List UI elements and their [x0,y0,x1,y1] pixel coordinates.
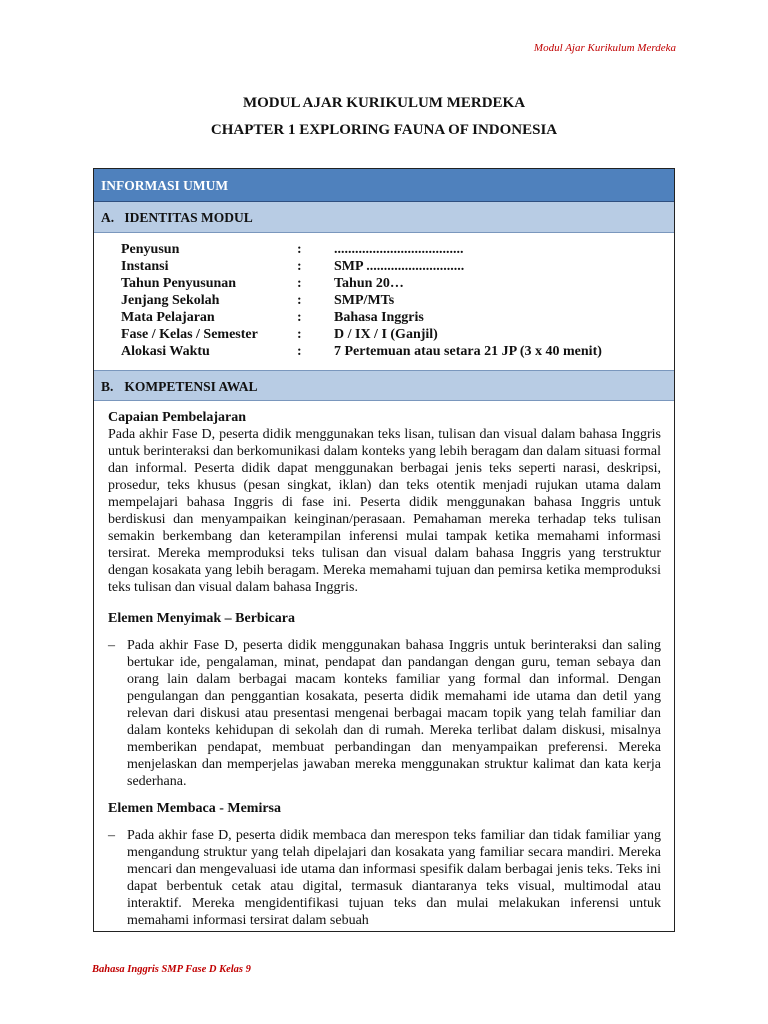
identitas-label: Jenjang Sekolah [121,293,220,308]
menyimak-bullet [108,637,661,790]
menyimak-paragraph: Pada akhir Fase D, peserta didik menggunakan bahasa Inggris untuk berinteraksi dan saling bertukar ide, pengalaman, minat, pendapat dan pandangan dengan guru, teman sebaya dan orang lain dalam berbagai macam konteks familiar yang formal dan informal. Dengan pengulangan dan penggantian kosakata, peserta didik memahami ide utama dan detil yang relevan dari diskusi atau presentasi mengenai berbagai macam topik yang telah familiar dan dalam konteks kehidupan di sekolah dan di rumah. Mereka terlibat dalam diskusi, misalnya memberikan pendapat, membuat perbandingan dan menyampaikan preferensi. Mereka menjelaskan dan memperjelas jawaban mereka menggunakan struktur kalimat dan kata kerja sederhana. [127,638,661,789]
identitas-row [121,292,674,309]
informasi-umum-header: INFORMASI UMUM [94,169,674,202]
section-b-number: B. [101,379,114,394]
identitas-list [94,233,674,370]
section-a-title: IDENTITAS MODUL [124,210,253,225]
identitas-colon: : [297,276,302,291]
section-a-number: A. [101,210,115,225]
identitas-row [121,241,674,258]
identitas-value: SMP ............................ [334,259,465,274]
identitas-label: Tahun Penyusunan [121,276,237,291]
identitas-label: Fase / Kelas / Semester [121,327,258,342]
identitas-label: Penyusun [121,242,180,257]
capaian-paragraph: Pada akhir Fase D, peserta didik menggunakan teks lisan, tulisan dan visual dalam bahasa Inggris untuk berinteraksi dan berkomunikasi dalam konteks yang lebih beragam dan dalam situasi formal dan informal. Peserta didik dapat menggunakan berbagai jenis teks seperti narasi, deskripsi, prosedur, teks khusus (pesan singkat, iklan) dan teks otentik menjadi rujukan utama dalam mempelajari bahasa Inggris di fase ini. Peserta didik menggunakan bahasa Inggris untuk berdiskusi dan menyampaikan keinginan/perasaan. Pemahaman mereka terhadap teks tulisan semakin berkembang dan keterampilan inferensi mulai tampak ketika memahami informasi tersirat. Mereka memproduksi teks tulisan dan visual dalam bahasa Inggris yang terstruktur dengan kosakata yang lebih beragam. Mereka memahami tujuan dan pemirsa ketika memproduksi teks tulisan dan visual dalam bahasa Inggris. [108,427,661,595]
identitas-label: Alokasi Waktu [121,344,210,359]
identitas-colon: : [297,293,302,308]
identitas-value: ..................................... [334,242,464,257]
identitas-colon: : [297,344,302,359]
identitas-row [121,309,674,326]
document-title: MODUL AJAR KURIKULUM MERDEKA [242,95,526,111]
menyimak-heading: Elemen Menyimak – Berbicara [108,611,296,626]
chapter-title: CHAPTER 1 EXPLORING FAUNA OF INDONESIA [210,122,558,138]
identitas-colon: : [297,242,302,257]
bullet-dash: – [108,638,115,653]
membaca-bullet [108,827,661,929]
section-b-title: KOMPETENSI AWAL [124,379,258,394]
identitas-label: Instansi [121,259,169,274]
capaian-heading: Capaian Pembelajaran [108,410,247,425]
identitas-colon: : [297,259,302,274]
identitas-row [121,275,674,292]
bullet-dash: – [108,828,115,843]
running-footer: Bahasa Inggris SMP Fase D Kelas 9 [92,964,251,975]
kompetensi-body [94,401,674,929]
identitas-colon: : [297,310,302,325]
section-b-header [94,370,674,401]
identitas-colon: : [297,327,302,342]
identitas-label: Mata Pelajaran [121,310,215,325]
identitas-row [121,326,674,343]
identitas-value: Bahasa Inggris [334,310,424,325]
identitas-value: D / IX / I (Ganjil) [334,327,438,342]
info-table [93,168,675,932]
section-a-header [94,202,674,233]
identitas-row [121,258,674,275]
identitas-value: SMP/MTs [334,293,395,308]
identitas-value: Tahun 20… [334,276,404,291]
identitas-value: 7 Pertemuan atau setara 21 JP (3 x 40 menit) [334,344,602,359]
membaca-heading: Elemen Membaca - Memirsa [108,801,281,816]
membaca-paragraph: Pada akhir fase D, peserta didik membaca dan merespon teks familiar dan tidak familiar yang mengandung struktur yang telah dipelajari dan kosakata yang familiar secara mandiri. Mereka mencari dan mengevaluasi ide utama dan informasi spesifik dalam berbagai jenis teks. Teks ini dapat berbentuk cetak atau digital, termasuk diantaranya teks visual, multimodal atau interaktif. Mereka mengidentifikasi tujuan teks dan mulai melakukan inferensi untuk memahami informasi tersirat dalam sebuah [127,828,661,928]
running-header: Modul Ajar Kurikulum Merdeka [533,42,676,54]
identitas-row [121,343,674,360]
